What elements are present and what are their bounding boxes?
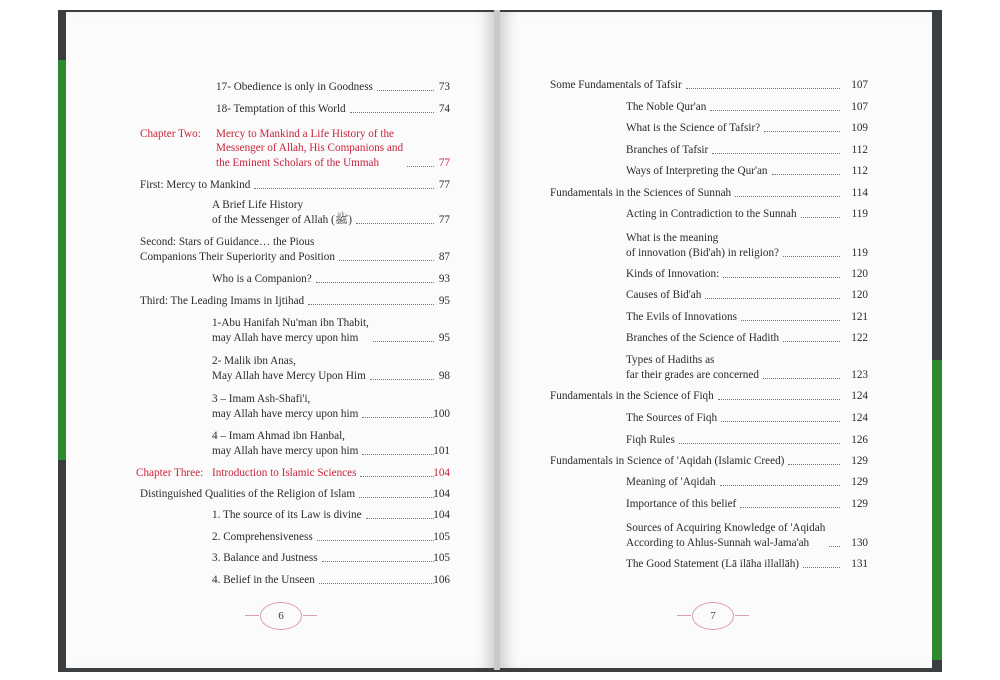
- toc-leader-dots: [322, 561, 434, 562]
- toc-leader-dots: [772, 174, 840, 175]
- toc-entry-line: According to Ahlus-Sunnah wal-Jama'ah: [626, 536, 810, 549]
- toc-leader-dots: [788, 464, 840, 465]
- toc-entry-title: [212, 272, 312, 287]
- toc-entry-title: [212, 466, 356, 481]
- toc-page-number: 129: [851, 497, 868, 510]
- toc-entry-line: Second: Stars of Guidance… the Pious: [140, 236, 315, 248]
- toc-entry-title: [212, 316, 369, 345]
- toc-entry-title: [216, 80, 373, 95]
- toc-entry-title: [626, 288, 701, 303]
- toc-entry-title: [550, 389, 714, 404]
- toc-entry-title: [626, 497, 736, 512]
- toc-page-number: 107: [851, 100, 868, 113]
- toc-page-number: 77: [438, 156, 450, 169]
- toc-page-number: 112: [851, 143, 868, 156]
- toc-page-number: 77: [438, 213, 450, 226]
- toc-leader-dots: [705, 298, 840, 299]
- toc-page-number: 95: [438, 294, 450, 307]
- toc-page-number: 123: [851, 368, 868, 381]
- toc-page-number: 120: [851, 288, 868, 301]
- toc-entry-title: [626, 267, 719, 282]
- toc-entry-title: [626, 231, 779, 260]
- toc-entry-title: [212, 429, 358, 458]
- toc-entry-title: [626, 207, 797, 222]
- toc-leader-dots: [721, 421, 840, 422]
- toc-leader-dots: [319, 583, 434, 584]
- toc-page-number: 129: [851, 454, 868, 467]
- toc-entry-line: Who is a Companion?: [212, 272, 312, 285]
- toc-entry-title: [212, 551, 318, 566]
- toc-entry-line: May Allah have Mercy Upon Him: [212, 369, 366, 382]
- toc-leader-dots: [712, 153, 840, 154]
- toc-entry-line: The Sources of Fiqh: [626, 411, 718, 424]
- toc-page-number: 107: [851, 78, 868, 91]
- toc-entry-title: [626, 433, 675, 448]
- toc-leader-dots: [679, 443, 840, 444]
- toc-page-number: 95: [438, 331, 450, 344]
- toc-leader-dots: [764, 131, 840, 132]
- toc-page-number: 129: [851, 475, 868, 488]
- toc-leader-dots: [740, 507, 840, 508]
- toc-entry-title: [212, 573, 315, 588]
- toc-entry-line: 17- Obedience is only in Goodness: [216, 80, 373, 93]
- toc-entry-title: [626, 100, 706, 115]
- page-number-ornament: 6: [260, 602, 302, 630]
- toc-leader-dots: [308, 304, 434, 305]
- toc-entry-line: may Allah have mercy upon him: [212, 444, 359, 457]
- toc-entry-line: 3. Balance and Justness: [212, 551, 318, 564]
- toc-page-number: 104: [433, 508, 450, 521]
- toc-entry-line: Distinguished Qualities of the Religion of Islam: [140, 487, 356, 500]
- page-number-ornament: 7: [692, 602, 734, 630]
- toc-page-number: 104: [433, 466, 450, 479]
- toc-entry-line: Branches of the Science of Hadith: [626, 331, 780, 344]
- toc-leader-dots: [803, 567, 840, 568]
- toc-page-number: 73: [438, 80, 450, 93]
- toc-page-number: 98: [438, 369, 450, 382]
- toc-entry-title: [212, 354, 366, 383]
- toc-entry-line: 3 – Imam Ash-Shafi'i,: [212, 393, 311, 405]
- toc-leader-dots: [783, 341, 840, 342]
- toc-entry-line: Meaning of 'Aqidah: [626, 475, 716, 488]
- toc-page-number: 74: [438, 102, 450, 115]
- toc-entry-title: [212, 392, 358, 421]
- toc-entry-title: [550, 78, 682, 93]
- toc-page-number: 93: [438, 272, 450, 285]
- toc-entry-title: [626, 331, 779, 346]
- toc-page-number: 119: [851, 246, 868, 259]
- toc-entry-line: What is the Science of Tafsir?: [626, 121, 761, 134]
- toc-entry-line: Fundamentals in the Sciences of Sunnah: [550, 186, 732, 199]
- toc-page-number: 100: [433, 407, 450, 420]
- toc-page-number: 122: [851, 331, 868, 344]
- toc-entry-title: [626, 557, 799, 572]
- toc-page-number: 112: [851, 164, 868, 177]
- toc-leader-dots: [316, 282, 434, 283]
- toc-entry-title: [550, 186, 731, 201]
- toc-leader-dots: [783, 256, 840, 257]
- toc-page-number: 109: [851, 121, 868, 134]
- toc-entry-title: [212, 530, 313, 545]
- toc-leader-dots: [710, 110, 840, 111]
- toc-page-number: 119: [851, 207, 868, 220]
- toc-leader-dots: [735, 196, 840, 197]
- toc-entry-line: A Brief Life History: [212, 199, 304, 211]
- toc-entry-line: Types of Hadiths as: [626, 354, 715, 366]
- toc-entry-line: The Noble Qur'an: [626, 100, 707, 113]
- toc-entry-title: [626, 121, 760, 136]
- toc-entry-line: Introduction to Islamic Sciences: [212, 466, 357, 479]
- toc-entry-line: 18- Temptation of this World: [216, 102, 346, 115]
- toc-entry-line: Branches of Tafsir: [626, 143, 709, 156]
- toc-entry-line: 2. Comprehensiveness: [212, 530, 313, 543]
- toc-entry-line: Mercy to Mankind a Life History of the: [216, 127, 395, 140]
- toc-entry-line: Fundamentals in the Science of Fiqh: [550, 389, 714, 402]
- toc-entry-line: Third: The Leading Imams in Ijtihad: [140, 294, 305, 307]
- toc-page-number: 104: [433, 487, 450, 500]
- toc-entry-line: What is the meaning: [626, 232, 719, 244]
- toc-page-number: 106: [433, 573, 450, 586]
- toc-entry-line: First: Mercy to Mankind: [140, 178, 251, 191]
- toc-entry-line: 4 – Imam Ahmad ibn Hanbal,: [212, 430, 345, 442]
- left-page: [66, 12, 494, 668]
- toc-entry-title: [626, 411, 717, 426]
- toc-entry-line: far their grades are concerned: [626, 368, 759, 381]
- toc-entry-title: [626, 475, 716, 490]
- toc-entry-line: The Good Statement (Lā ilāha illallāh): [626, 557, 800, 570]
- toc-entry-title: [140, 487, 355, 502]
- toc-entry-line: Some Fundamentals of Tafsir: [550, 78, 682, 91]
- toc-entry-title: [216, 102, 346, 117]
- toc-entry-line: Messenger of Allah, His Companions and: [216, 142, 404, 154]
- toc-entry-title: [626, 143, 708, 158]
- toc-leader-dots: [763, 378, 840, 379]
- toc-leader-dots: [723, 277, 840, 278]
- toc-entry-title: [140, 235, 335, 264]
- toc-page-number: 101: [433, 444, 450, 457]
- chapter-label: Chapter Three:: [136, 467, 204, 479]
- toc-entry-line: Ways of Interpreting the Qur'an: [626, 164, 768, 177]
- toc-page-number: 131: [851, 557, 868, 570]
- toc-page-number: 87: [438, 250, 450, 263]
- toc-leader-dots: [686, 88, 840, 89]
- toc-page-number: 120: [851, 267, 868, 280]
- toc-page-number: 105: [433, 530, 450, 543]
- toc-page-number: 126: [851, 433, 868, 446]
- toc-page-number: 124: [851, 389, 868, 402]
- right-page: [500, 12, 932, 668]
- toc-entry-title: [626, 310, 737, 325]
- toc-page-number: 77: [438, 178, 450, 191]
- toc-entry-title: [626, 164, 768, 179]
- toc-entry-line: The Evils of Innovations: [626, 310, 737, 323]
- toc-entry-line: Causes of Bid'ah: [626, 288, 702, 301]
- toc-page-number: 130: [851, 536, 868, 549]
- toc-entry-line: 4. Belief in the Unseen: [212, 573, 315, 586]
- toc-entry-line: Fundamentals in Science of 'Aqidah (Islamic Creed): [550, 454, 785, 467]
- toc-entry-title: [626, 521, 825, 550]
- toc-entry-title: [550, 454, 784, 469]
- toc-entry-line: of innovation (Bid'ah) in religion?: [626, 246, 780, 259]
- toc-entry-title: [216, 127, 403, 171]
- chapter-label: Chapter Two:: [140, 128, 201, 140]
- toc-entry-line: may Allah have mercy upon him: [212, 331, 359, 344]
- toc-entry-title: [140, 294, 304, 309]
- toc-entry-line: Companions Their Superiority and Position: [140, 250, 335, 263]
- toc-entry-line: 2- Malik ibn Anas,: [212, 355, 296, 367]
- toc-entry-title: [626, 353, 759, 382]
- toc-entry-line: may Allah have mercy upon him: [212, 407, 359, 420]
- toc-entry-title: [212, 198, 352, 227]
- toc-entry-title: [212, 508, 362, 523]
- toc-entry-line: Kinds of Innovation:: [626, 267, 720, 280]
- toc-page-number: 105: [433, 551, 450, 564]
- toc-entry-line: Importance of this belief: [626, 497, 737, 510]
- toc-page-number: 124: [851, 411, 868, 424]
- toc-entry-line: 1. The source of its Law is divine: [212, 508, 362, 521]
- toc-leader-dots: [317, 540, 434, 541]
- toc-leader-dots: [720, 485, 840, 486]
- toc-leader-dots: [254, 188, 434, 189]
- toc-entry-line: 1-Abu Hanifah Nu'man ibn Thabit,: [212, 317, 369, 329]
- toc-entry-line: Acting in Contradiction to the Sunnah: [626, 207, 797, 220]
- toc-entry-line: the Eminent Scholars of the Ummah: [216, 156, 380, 169]
- toc-entry-line: Sources of Acquiring Knowledge of 'Aqidah: [626, 522, 826, 534]
- toc-page-number: 121: [851, 310, 868, 323]
- toc-page-number: 114: [851, 186, 868, 199]
- toc-leader-dots: [801, 217, 840, 218]
- toc-leader-dots: [718, 399, 840, 400]
- toc-leader-dots: [741, 320, 840, 321]
- toc-entry-line: Fiqh Rules: [626, 433, 675, 446]
- toc-entry-line: of the Messenger of Allah (ﷺ): [212, 213, 352, 226]
- toc-entry-title: [140, 178, 250, 193]
